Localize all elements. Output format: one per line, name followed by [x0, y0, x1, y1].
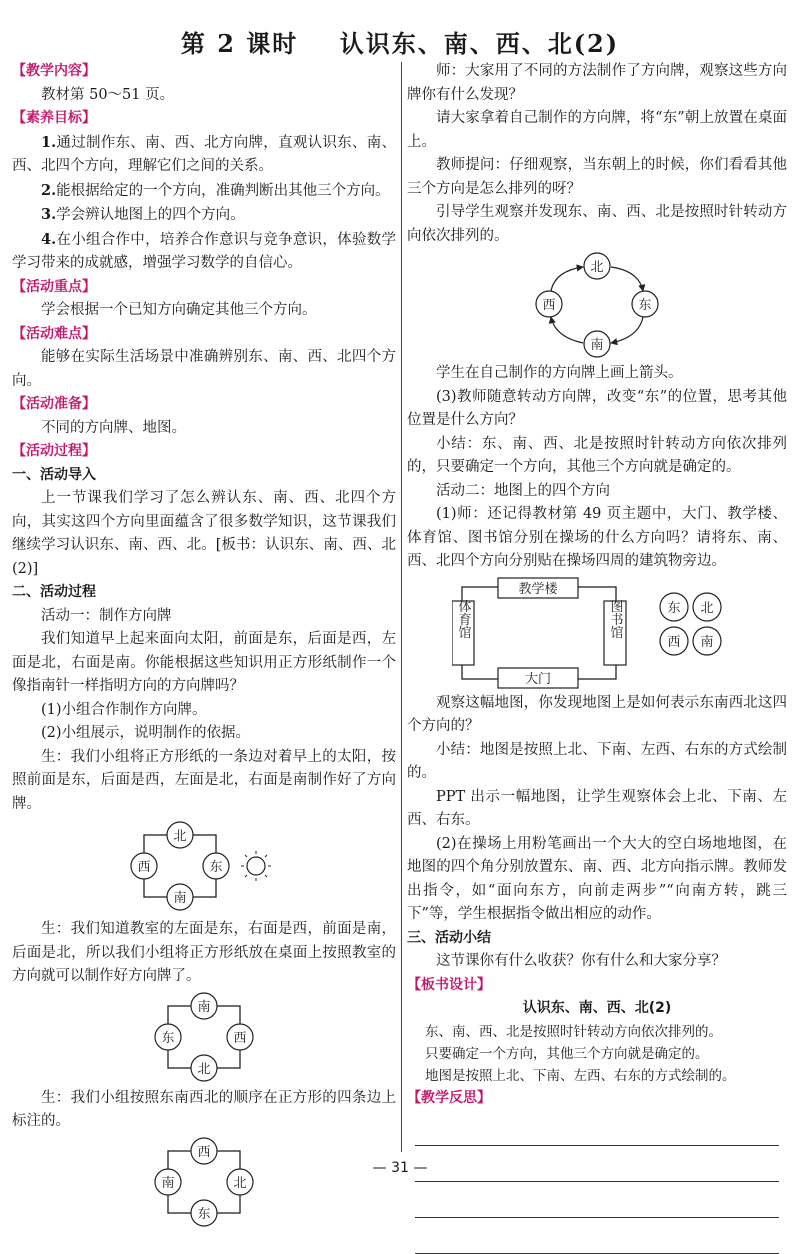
label-bottom: 东: [197, 1206, 211, 1222]
difficulty-text: 能够在实际生活场景中准确辨别东、南、西、北四个方向。: [12, 349, 396, 389]
sticker-east: 东: [667, 600, 681, 616]
section-tag-content: 【教学内容】: [12, 63, 96, 79]
goal-3: [12, 203, 396, 228]
label-north: 北: [590, 260, 604, 275]
heading-process: 二、活动过程: [12, 584, 96, 600]
gym-label: 体育馆: [455, 599, 471, 638]
student-answer-3: 生：我们小组按照东南西北的顺序在正方形的四条边上标注的。: [12, 1089, 396, 1129]
label-south: 南: [173, 891, 187, 906]
arrow-west-north: [551, 267, 583, 291]
label-left: 东: [161, 1030, 175, 1046]
goal-4-number: 4.: [41, 230, 57, 248]
heading-intro: 一、活动导入: [12, 466, 96, 483]
goal-3-text: 学会辨认地图上的四个方向。: [56, 207, 245, 223]
direction-card-diagram-1: [124, 819, 284, 915]
direction-card-diagram-2: [144, 992, 264, 1084]
direction-card-diagram-3: [144, 1137, 264, 1229]
label-top: 西: [197, 1144, 211, 1160]
library-label: 图书馆: [607, 599, 623, 638]
sticker-north: 北: [700, 600, 714, 616]
instruction-east-up: 请大家拿着自己制作的方向牌，将“东”朝上放置在桌面上。: [407, 110, 787, 150]
activity-1-title: 活动一：制作方向牌: [41, 607, 172, 624]
step-1: (1)小组合作制作方向牌。: [41, 701, 207, 718]
activity-2-text: (1)师：还记得教材第 49 页主题中，大门、教学楼、体育馆、图书馆分别在操场的什么方向吗？请将东、南、西、北四个方向分别贴在操场四周的建筑物旁边。: [407, 506, 787, 569]
summary-2: 小结：地图是按照上北、下南、左西、右东的方式绘制的。: [407, 741, 787, 781]
activity-2-title: 活动二：地图上的四个方向: [436, 482, 610, 499]
goal-2-text: 能根据给定的一个方向，准确判断出其他三个方向。: [56, 182, 390, 199]
ppt-map: PPT 出示一幅地图，让学生观察体会上北、下南、左西、右东。: [407, 788, 787, 828]
goal-2: [12, 179, 396, 204]
page-number: — 31 —: [372, 1160, 428, 1176]
activity-1-text: 我们知道早上起来面向太阳，前面是东，后面是西，左面是北，右面是南。你能根据这些知识用正方形纸制作一个像指南针一样指明方向的方向牌吗？: [12, 631, 396, 694]
arrow-east-south: [611, 317, 643, 343]
board-title: 认识东、南、西、北(2): [522, 1000, 672, 1016]
section-tag-process: 【活动过程】: [12, 443, 96, 459]
label-east: 东: [638, 298, 652, 313]
arrow-north-east: [611, 267, 643, 291]
map-question: 观察这幅地图，你发现地图上是如何表示东南西北这四个方向的？: [407, 694, 787, 734]
label-right: 北: [233, 1175, 247, 1191]
label-right: 西: [233, 1030, 247, 1046]
goal-1: [12, 131, 396, 179]
students-draw-arrows: 学生在自己制作的方向牌上画上箭头。: [436, 365, 683, 381]
student-answer-2: 生：我们知道教室的左面是东，右面是西，前面是南，后面是北，所以我们小组将正方形纸放在桌面上按照教室的方向就可以制作好方向牌了。: [12, 921, 396, 984]
student-answer-1: 生：我们小组将正方形纸的一条边对着早上的太阳，按照前面是东，后面是西，左面是北，右面是南制作好了方向牌。: [12, 748, 396, 812]
step-2: (2)小组展示，说明制作的依据。: [41, 725, 251, 741]
gate-label: 大门: [524, 671, 552, 687]
section-tag-prep: 【活动准备】: [12, 396, 96, 412]
goal-2-number: 2.: [41, 181, 57, 199]
arrow-south-west: [551, 317, 583, 343]
label-west: 西: [137, 860, 151, 875]
section-tag-goals: 【素养目标】: [12, 110, 96, 126]
label-top: 南: [197, 999, 211, 1015]
label-bottom: 北: [197, 1061, 211, 1077]
goal-4-text: 在小组合作中，培养合作意识与竞争意识，体验数学学习带来的成就感，增强学习数学的自信心。: [12, 231, 396, 271]
reflection-line[interactable]: [415, 1218, 779, 1254]
playground-outline: [462, 587, 616, 679]
label-west: 西: [542, 298, 556, 313]
prep-text: 不同的方向牌、地图。: [41, 419, 186, 436]
section-tag-key: 【活动重点】: [12, 278, 96, 295]
label-north: 北: [173, 829, 187, 844]
label-left: 南: [161, 1175, 175, 1191]
teacher-prompt: 教师提问：仔细观察，当东朝上的时候，你们看看其他三个方向是怎么排列的呀？: [407, 157, 787, 197]
sun-icon: [241, 851, 271, 881]
goal-1-text: 通过制作东、南、西、北方向牌，直观认识东、南、西、北四个方向，理解它们之间的关系。: [12, 134, 396, 174]
section-tag-difficulty: 【活动难点】: [12, 325, 96, 342]
goal-4: [12, 228, 396, 276]
intro-text: 上一节课我们学习了怎么辨认东、南、西、北四个方向，其实这四个方向里面蕴含了很多数学知识，这节课我们继续学习认识东、南、西、北。[板书：认识东、南、西、北(2)]: [12, 490, 396, 577]
heading-summary: 三、活动小结: [407, 929, 491, 946]
summary-1: 小结：东、南、西、北是按照时针转动方向依次排列的，只要确定一个方向，其他三个方向就是确定的。: [407, 435, 787, 475]
section-tag-board: 【板书设计】: [407, 976, 491, 993]
column-divider: [401, 62, 402, 1152]
board-line-1: 东、南、西、北是按照时针转动方向依次排列的。: [425, 1023, 722, 1040]
board-line-3: 地图是按照上北、下南、左西、右东的方式绘制的。: [425, 1067, 736, 1084]
teaching-building-label: 教学楼: [518, 581, 558, 597]
label-south: 南: [590, 338, 604, 353]
left-column: [12, 60, 396, 1232]
sticker-south: 南: [700, 634, 714, 650]
reflection-line[interactable]: [415, 1110, 779, 1146]
teacher-question: 师：大家用了不同的方法制作了方向牌，观察这些方向牌你有什么发现？: [407, 63, 787, 103]
section-tag-reflection: 【教学反思】: [407, 1089, 491, 1106]
page-title: 第 2 课时 认识东、南、西、北(2): [180, 29, 620, 58]
playground-game: (2)在操场上用粉笔画出一个大大的空白场地地图，在地图的四个角分别放置东、南、西、北方向指示牌。教师发出指令，如“面向东方，向前走两步”“向南方转，跳三下”等，学生根据指令做出相应的动作。: [407, 835, 787, 922]
playground-map-diagram: [452, 577, 742, 689]
key-text: 学会根据一个已知方向确定其他三个方向。: [41, 302, 317, 318]
goal-3-number: 3.: [41, 206, 57, 223]
guided-observation: 引导学生观察并发现东、南、西、北是按照时针转动方向依次排列的。: [407, 204, 787, 244]
right-column: [407, 60, 787, 1254]
content-text: 教材第 50～51 页。: [41, 86, 175, 103]
clockwise-cycle-diagram: [527, 251, 667, 359]
reflection-line[interactable]: [415, 1182, 779, 1218]
sticker-west: 西: [667, 634, 681, 650]
summary-question: 这节课你有什么收获？你有什么和大家分享？: [436, 953, 726, 969]
goal-1-number: 1.: [41, 133, 57, 151]
step-3: (3)教师随意转动方向牌，改变“东”的位置，思考其他位置是什么方向？: [407, 388, 787, 428]
board-line-2: 只要确定一个方向，其他三个方向就是确定的。: [425, 1045, 709, 1062]
label-east: 东: [209, 860, 223, 875]
